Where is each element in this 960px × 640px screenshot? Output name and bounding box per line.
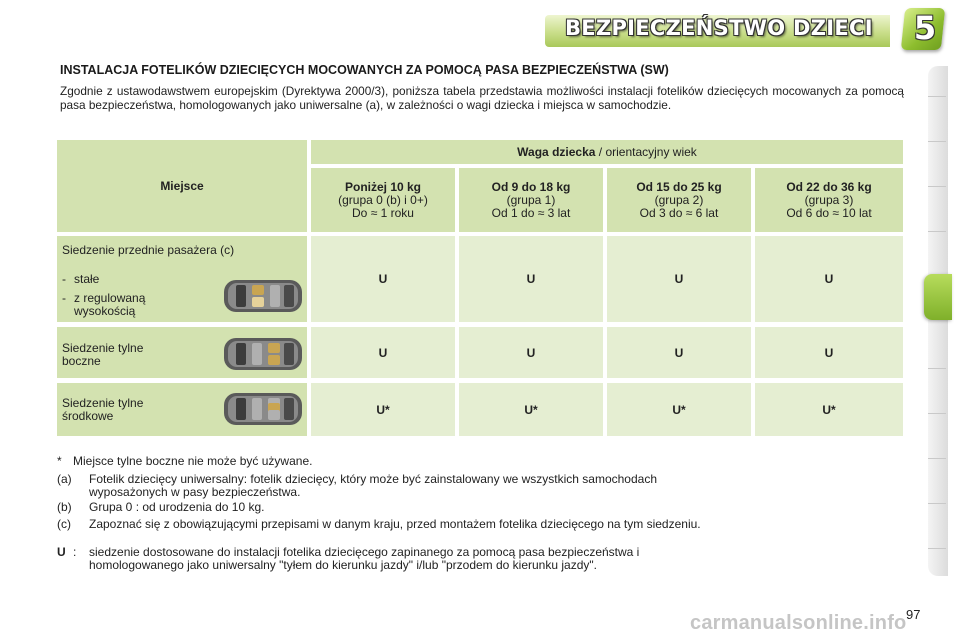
definition-text: siedzenie dostosowane do instalacji fotelika dziecięcego zapinanego za pomocą pasa bezpieczeństwa i (89, 545, 640, 559)
value-u: U (378, 272, 388, 286)
group-title: Od 22 do 36 kg (786, 180, 872, 194)
chapter-tab-divider (928, 413, 946, 414)
value-u-star: U* (822, 402, 836, 417)
row-option: wysokością (74, 304, 136, 318)
group-age: Od 1 do ≈ 3 lat (491, 206, 571, 220)
value-cell (311, 383, 455, 436)
value-u: U (824, 345, 834, 360)
chapter-tab-divider (928, 548, 946, 549)
value-cell (755, 236, 903, 322)
value-u: U (526, 345, 536, 360)
value-u: U (824, 272, 834, 286)
car-seat-front-icon (222, 276, 304, 316)
row-option-dash: - (62, 272, 66, 286)
value-u: U (526, 272, 536, 286)
chapter-number: 5 (913, 9, 937, 47)
u-definition (57, 546, 897, 576)
chapter-title: BEZPIECZEŃSTWO DZIECI (565, 16, 873, 40)
footnote-mark: (b) (57, 500, 72, 514)
row-title: boczne (62, 354, 101, 368)
group-title: Od 15 do 25 kg (636, 180, 722, 194)
row-title: Siedzenie tylne (62, 341, 144, 355)
weight-header-bold: Waga dziecka (517, 145, 596, 159)
value-cell (459, 236, 603, 322)
chapter-tab-divider (928, 503, 946, 504)
value-cell (607, 236, 751, 322)
weight-header-cell (311, 140, 903, 164)
group-code: (grupa 3) (804, 193, 854, 207)
car-seat-rear-middle-icon (222, 389, 304, 429)
chapter-tab-divider (928, 141, 946, 142)
group-title: Poniżej 10 kg (344, 180, 422, 194)
value-u: U (378, 345, 388, 360)
page-number: 97 (906, 607, 921, 622)
value-cell (459, 327, 603, 378)
chapter-tab-divider (928, 96, 946, 97)
definition-colon: : (73, 545, 77, 559)
intro-paragraph: Zgodnie z ustawodawstwem europejskim (Dyrektywa 2000/3), poniższa tabela przedstawia możliwości instalacji fotelików dziecięcych mocowanych za pomocą pasa bezpieczeństwa, homologowanych jako uniwersalne (a), w zależności o wagi dziecka i miejsca w samochodzie. (60, 84, 904, 112)
footnote-b (57, 501, 897, 517)
group-age: Do ≈ 1 roku (352, 206, 414, 220)
definition-mark: U (57, 545, 66, 559)
definition-text: homologowanego jako uniwersalny "tyłem do kierunku jazdy" i/lub "przodem do kierunku jazdy". (89, 558, 597, 572)
group-code: (grupa 1) (506, 193, 556, 207)
chapter-tab-divider (928, 368, 946, 369)
chapter-tab-divider (928, 186, 946, 187)
weight-header (517, 145, 697, 159)
row-option-dash: - (62, 291, 66, 305)
value-u-star: U* (524, 402, 538, 417)
footnote-mark: (a) (57, 472, 72, 486)
value-u-star: U* (672, 402, 686, 417)
car-seat-rear-side-icon (222, 334, 304, 374)
footnote-text: wyposażonych w pasy bezpieczeństwa. (89, 485, 301, 499)
group-header-2 (607, 168, 751, 232)
row-title: Siedzenie tylne (62, 396, 144, 410)
chapter-tab-rail (928, 66, 948, 576)
place-header: Miejsce (160, 179, 204, 193)
value-cell (311, 236, 455, 322)
place-header-cell (57, 140, 307, 232)
weight-header-rest: / orientacyjny wiek (595, 145, 697, 159)
row-title: środkowe (62, 409, 114, 423)
value-cell (607, 327, 751, 378)
group-age: Od 6 do ≈ 10 lat (786, 206, 872, 220)
footnote-star (57, 455, 897, 471)
group-header-3 (755, 168, 903, 232)
value-u: U (674, 345, 684, 360)
footnote-c (57, 518, 897, 534)
watermark: carmanualsonline.info (690, 612, 907, 634)
group-title: Od 9 do 18 kg (491, 180, 571, 194)
value-cell (755, 327, 903, 378)
value-cell (311, 327, 455, 378)
value-cell (755, 383, 903, 436)
footnote-text: Fotelik dziecięcy uniwersalny: fotelik dziecięcy, który może być zainstalowany we wszystkich samochodach (89, 472, 658, 486)
group-age: Od 3 do ≈ 6 lat (639, 206, 719, 220)
row-title: Siedzenie przednie pasażera (c) (62, 243, 235, 257)
value-u-star: U* (376, 402, 390, 417)
row-option: z regulowaną (74, 291, 146, 305)
value-cell (607, 383, 751, 436)
group-header-1 (459, 168, 603, 232)
active-chapter-tab[interactable] (924, 274, 952, 320)
value-cell (459, 383, 603, 436)
section-title: INSTALACJA FOTELIKÓW DZIECIĘCYCH MOCOWANYCH ZA POMOCĄ PASA BEZPIECZEŃSTWA (SW) (60, 63, 669, 77)
footnote-mark: (c) (57, 517, 71, 531)
chapter-tab-divider (928, 458, 946, 459)
footnote-text: Miejsce tylne boczne nie może być używane. (73, 454, 313, 468)
group-code: (grupa 2) (654, 193, 704, 207)
row-option: stałe (74, 272, 100, 286)
footnote-text: Zapoznać się z obowiązującymi przepisami w danym kraju, przed montażem fotelika dziecięcego na tym siedzeniu. (89, 517, 701, 531)
chapter-tab-divider (928, 231, 946, 232)
footnote-a (57, 473, 897, 503)
group-header-0 (311, 168, 455, 232)
footnote-text: Grupa 0 : od urodzenia do 10 kg. (89, 500, 265, 514)
footnote-mark: * (57, 454, 62, 468)
value-u: U (674, 272, 684, 286)
group-code: (grupa 0 (b) i 0+) (338, 193, 428, 207)
